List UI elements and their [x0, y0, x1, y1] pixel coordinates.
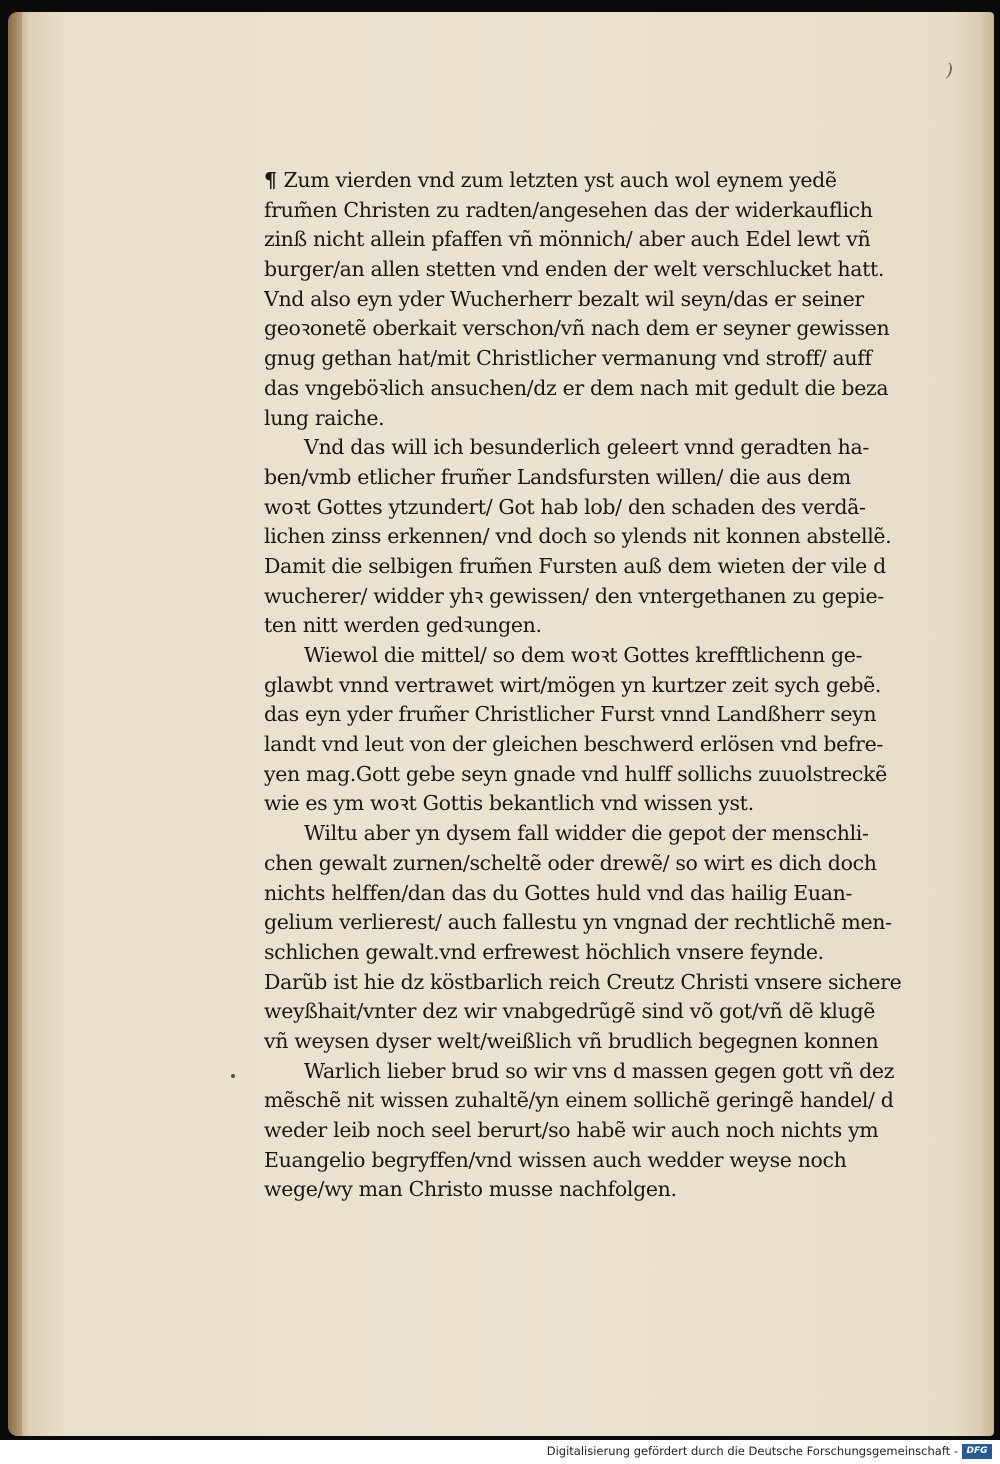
text-line: Wiltu aber yn dysem fall widder die gepot der menschli-: [304, 821, 869, 846]
text-line: gelium verlierest/ auch fallestu yn vngnad der rechtlichẽ men-: [264, 910, 892, 935]
text-line: Vnd das will ich besunderlich geleert vnnd geradten ha-: [304, 435, 869, 460]
text-line: geoꝛonetẽ oberkait verschon/vñ nach dem er seyner gewissen: [264, 316, 890, 341]
folio-mark: ): [946, 60, 954, 81]
paragraph-mark-icon: ¶: [264, 168, 284, 192]
text-line: yen mag.Gott gebe seyn gnade vnd hulff sollichs zuuolstreckẽ: [264, 761, 887, 786]
text-line: frum̃en Christen zu radten/angesehen das der widerkauflich: [264, 197, 873, 222]
text-line: lichen zinss erkennen/ vnd doch so ylends nit konnen abstellẽ.: [264, 524, 892, 549]
page-gutter-edge: [8, 12, 22, 1436]
digitization-footer: [0, 1440, 1000, 1464]
text-line: woꝛt Gottes ytzundert/ Got hab lob/ den schaden des verdã-: [264, 494, 866, 519]
text-line: zinß nicht allein pfaffen vñ mönnich/ aber auch Edel lewt vñ: [264, 227, 871, 252]
ink-speck: [231, 1074, 235, 1078]
text-line: ¶ Zum vierden vnd zum letzten yst auch wol eynem yedẽ: [264, 168, 837, 192]
dfg-logo-icon: DFG: [962, 1444, 992, 1459]
text-line: glawbt vnnd vertrawet wirt/mögen yn kurtzer zeit sych gebẽ.: [264, 672, 882, 697]
funding-credit: Digitalisierung gefördert durch die Deutsche Forschungsgemeinschaft -: [546, 1444, 958, 1458]
text-line: vñ weysen dyser welt/weißlich vñ brudlich begegnen konnen: [264, 1028, 879, 1053]
text-line: nichts helffen/dan das du Gottes huld vnd das hailig Euan-: [264, 880, 853, 905]
text-line: gnug gethan hat/mit Christlicher vermanung vnd stroff/ auff: [264, 346, 872, 371]
text-line: Vnd also eyn yder Wucherherr bezalt wil seyn/das er seiner: [264, 286, 864, 311]
text-line: ten nitt werden gedꝛungen.: [264, 613, 542, 638]
text-line: burger/an allen stetten vnd enden der welt verschlucket hatt.: [264, 257, 885, 282]
text-line: das vngeböꝛlich ansuchen/dz er dem nach mit gedult die beza: [264, 375, 889, 400]
text-line: wucherer/ widder yhꝛ gewissen/ den vntergethanen zu gepie-: [264, 583, 884, 608]
text-line: das eyn yder frum̃er Christlicher Furst vnnd Landßherr seyn: [264, 702, 877, 727]
text-line: Warlich lieber brud so wir vns d massen gegen gott vñ dez: [304, 1058, 895, 1083]
text-line: chen gewalt zurnen/scheltẽ oder drewẽ/ so wirt es dich doch: [264, 850, 877, 875]
text-line: lung raiche.: [264, 405, 385, 430]
text-line: Euangelio begryffen/vnd wissen auch wedder weyse noch: [264, 1147, 847, 1172]
text-line: ben/vmb etlicher frum̃er Landsfursten willen/ die aus dem: [264, 464, 851, 489]
text-line: weyßhait/vnter dez wir vnabgedrũgẽ sind võ got/vñ dẽ klugẽ: [264, 999, 875, 1024]
text-line: Damit die selbigen frum̃en Fursten auß dem wieten der vile d: [264, 553, 886, 578]
text-line: wege/wy man Christo musse nachfolgen.: [264, 1177, 677, 1202]
text-line: Darũb ist hie dz köstbarlich reich Creutz Christi vnsere sichere: [264, 969, 902, 994]
text-line: schlichen gewalt.vnd erfrewest höchlich vnsere feynde.: [264, 939, 824, 964]
text-line: wie es ym woꝛt Gottis bekantlich vnd wissen yst.: [264, 791, 754, 816]
text-line: landt vnd leut von der gleichen beschwerd erlösen vnd befre-: [264, 732, 883, 757]
text-block: [264, 166, 954, 1205]
text-line: mẽschẽ nit wissen zuhaltẽ/yn einem sollichẽ geringẽ handel/ d: [264, 1088, 894, 1113]
text-line: weder leib noch seel berurt/so habẽ wir auch noch nichts ym: [264, 1118, 879, 1142]
text-line: Wiewol die mittel/ so dem woꝛt Gottes krefftlichenn ge-: [304, 643, 863, 667]
